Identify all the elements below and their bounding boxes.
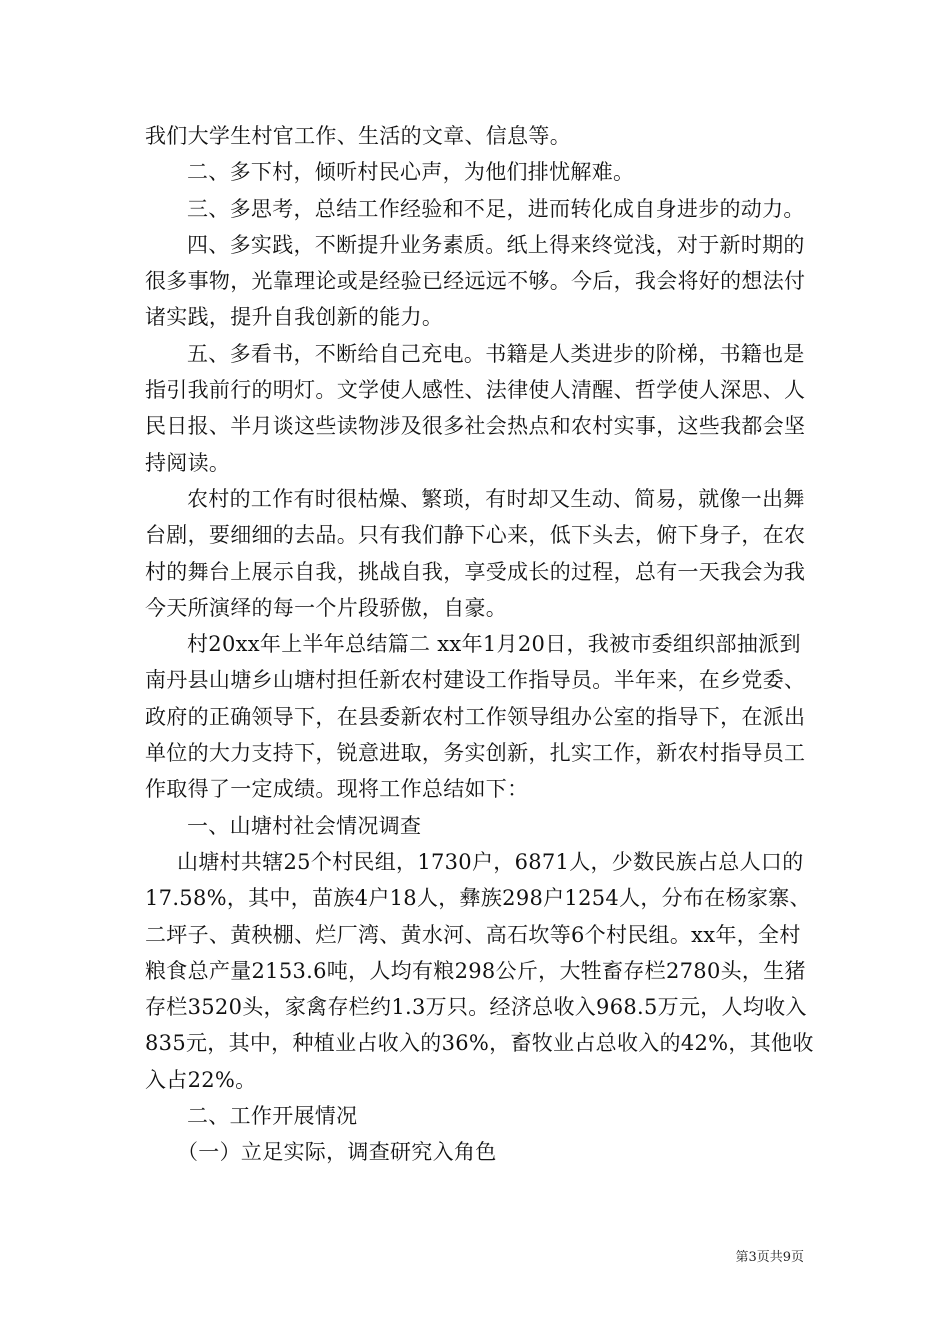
section-heading-survey: 一、山塘村社会情况调查 [187,813,422,838]
paragraph-item-5: 五、多看书，不断给自己充电。书籍是人类进步的阶梯，书籍也是指引我前行的明灯。文学使人感性、法律使人清醒、哲学使人深思、人民日报、半月谈这些读物涉及很多社会热点和农村实事，这些我都会坚持阅读。 [145,341,806,475]
paragraph-item-3: 三、多思考，总结工作经验和不足，进而转化成自身进步的动力。 [187,196,805,221]
section-heading-work: 二、工作开展情况 [187,1104,358,1129]
document-body [145,118,815,1171]
paragraph-item-2: 二、多下村，倾听村民心声，为他们排忧解难。 [187,160,635,185]
page-number-footer: 第3页共9页 [735,1250,804,1265]
paragraph-conclusion: 农村的工作有时很枯燥、繁琐，有时却又生动、简易，就像一出舞台剧，要细细的去品。只有我们静下心来，低下头去，俯下身子，在农村的舞台上展示自我，挑战自我，享受成长的过程，总有一天我会为我今天所演绎的每一个片段骄傲，自豪。 [145,486,806,620]
paragraph-continuation: 我们大学生村官工作、生活的文章、信息等。 [145,124,571,148]
subsection-heading-research: （一）立足实际，调查研究入角色 [177,1140,497,1165]
paragraph-article-two-intro: 村20xx年上半年总结篇二 xx年1月20日，我被市委组织部抽派到南丹县山塘乡山塘村担任新农村建设工作指导员。半年来，在乡党委、政府的正确领导下，在县委新农村工作领导组办公室的指导下，在派出单位的大力支持下，锐意进取，务实创新，扎实工作，新农村指导员工作取得了一定成绩。现将工作总结如下： [145,632,806,802]
paragraph-village-stats: 山塘村共辖25个村民组，1730户，6871人，少数民族占总人口的17.58%，其中，苗族4户18人，彝族298户1254人，分布在杨家寨、二坪子、黄秧棚、烂厂湾、黄水河、高石坎等6个村民组。xx年，全村粮食总产量2153.6吨，人均有粮298公斤，大牲畜存栏2780头，生猪存栏3520头，家禽存栏约1.3万只。经济总收入968.5万元，人均收入835元，其中，种植业占收入的36%，畜牧业占总收入的42%，其他收入占22%。 [145,849,814,1092]
paragraph-item-4: 四、多实践，不断提升业务素质。纸上得来终觉浅，对于新时期的很多事物，光靠理论或是经验已经远远不够。今后，我会将好的想法付诸实践，提升自我创新的能力。 [145,232,806,330]
